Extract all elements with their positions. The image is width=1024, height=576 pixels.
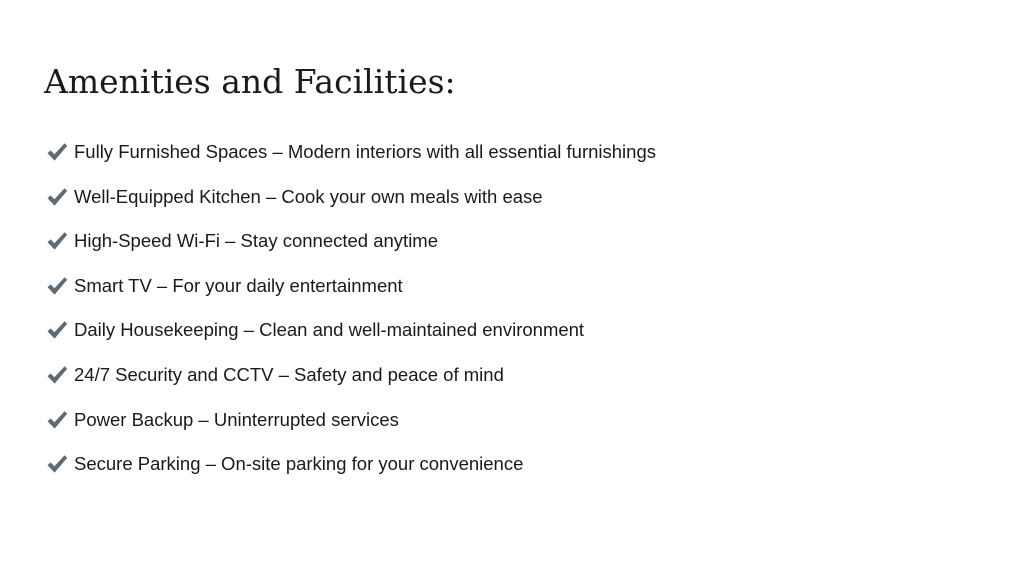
list-item bbox=[44, 270, 656, 302]
amenity-text: Daily Housekeeping – Clean and well-maintained environment bbox=[74, 319, 585, 341]
check-mark-icon bbox=[44, 228, 70, 254]
amenity-list bbox=[44, 136, 656, 493]
amenity-text: High-Speed Wi-Fi – Stay connected anytime bbox=[74, 230, 439, 252]
check-mark-icon bbox=[44, 184, 70, 210]
list-item bbox=[44, 404, 656, 436]
amenity-text: Well-Equipped Kitchen – Cook your own meals with ease bbox=[74, 185, 543, 207]
page-title: Amenities and Facilities: bbox=[44, 62, 456, 101]
check-mark-icon bbox=[44, 362, 70, 388]
amenity-text: Power Backup – Uninterrupted services bbox=[74, 408, 399, 430]
check-mark-icon bbox=[44, 317, 70, 343]
check-mark-icon bbox=[44, 407, 70, 433]
amenity-text: Secure Parking – On-site parking for your convenience bbox=[74, 453, 524, 475]
amenity-text: Smart TV – For your daily entertainment bbox=[74, 274, 403, 296]
check-mark-icon bbox=[44, 139, 70, 165]
amenity-text: Fully Furnished Spaces – Modern interiors with all essential furnishings bbox=[74, 141, 656, 162]
amenity-text: 24/7 Security and CCTV – Safety and peace of mind bbox=[74, 363, 504, 385]
check-mark-icon bbox=[44, 273, 70, 299]
list-item bbox=[44, 314, 656, 346]
check-mark-icon bbox=[44, 451, 70, 477]
list-item bbox=[44, 225, 656, 257]
list-item bbox=[44, 136, 656, 168]
list-item bbox=[44, 181, 656, 213]
list-item bbox=[44, 448, 656, 480]
list-item bbox=[44, 359, 656, 391]
